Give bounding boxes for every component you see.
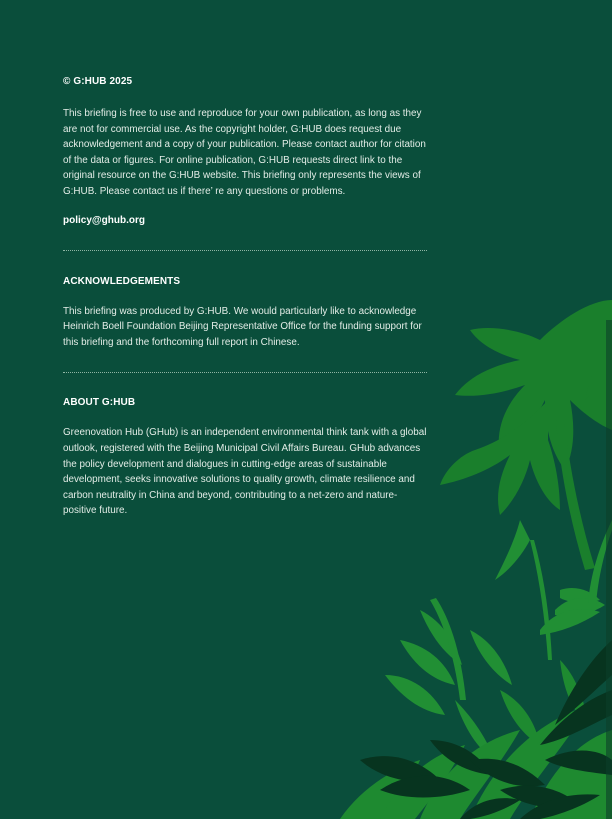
acknowledgements-heading: ACKNOWLEDGEMENTS (63, 275, 181, 287)
contact-email-link[interactable]: policy@ghub.org (63, 214, 145, 226)
copyright-heading: © G:HUB 2025 (63, 76, 133, 87)
about-text: Greenovation Hub (GHub) is an independent environmental think tank with a global outlook, registered with the Beijing Municipal Civil Affairs Bureau. GHub advances the policy development and dialogues in cutting-edge areas of sustainable development, seeks innovative solutions to quality growth, climate resilience and carbon neutrality in China and beyond, contributing to a net-zero and nature-positive future. (63, 427, 427, 517)
copyright-text: This briefing is free to use and reproduce for your own publication, as long as they are not for commercial use. As the copyright holder, G:HUB does request due acknowledgement and a copy of your publication. Please contact author for citation of the data or figures. For online publication, G:HUB requests direct link to the original resource on the G:HUB website. This briefing only represents the views of G:HUB. Please contact us if there’ re any questions or problems. (63, 108, 426, 197)
right-edge-shadow (606, 320, 612, 819)
acknowledgements-text: This briefing was produced by G:HUB. We would particularly like to acknowledge Heinrich Boell Foundation Beijing Representative Office for the funding support for this briefing and the forthcoming full report in Chinese. (63, 305, 422, 348)
about-heading: ABOUT G:HUB (63, 397, 136, 409)
bright-leaf-cluster (440, 300, 612, 570)
text-column (63, 76, 427, 519)
